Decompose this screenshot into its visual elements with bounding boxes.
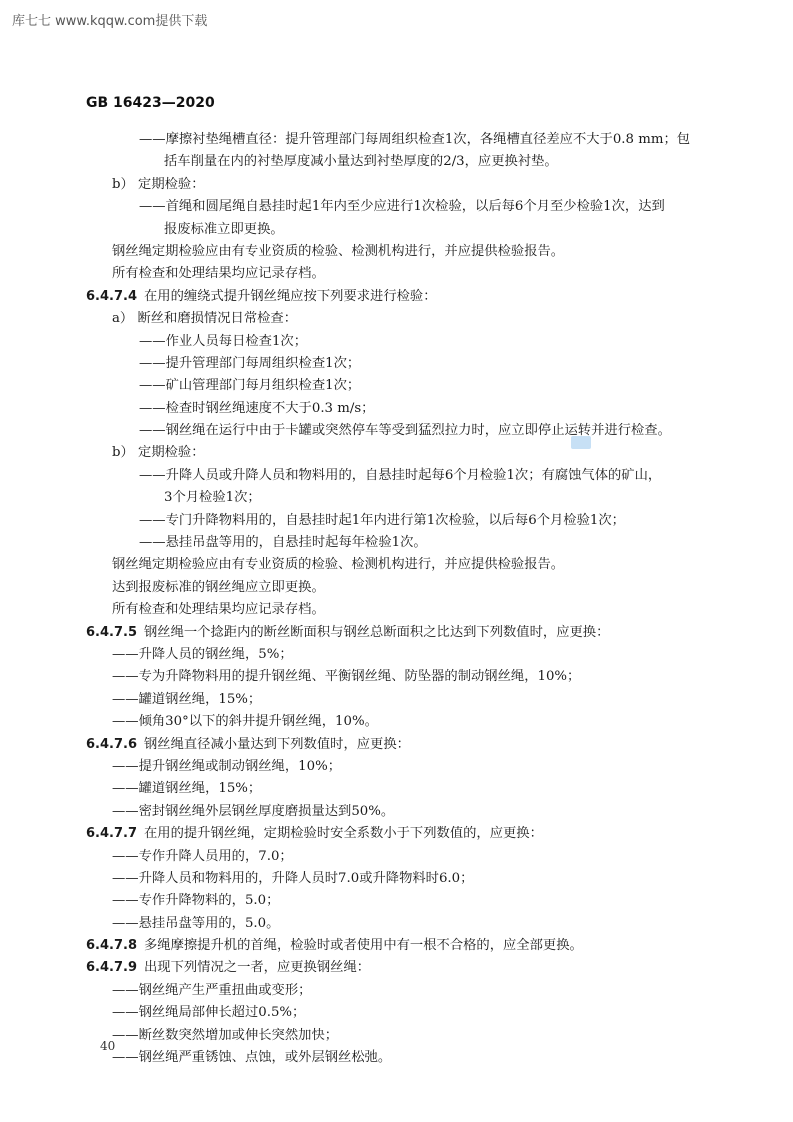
text-line xyxy=(0,442,793,464)
text-line xyxy=(0,331,793,353)
section-line xyxy=(0,935,793,957)
text-line xyxy=(0,174,793,196)
section-number: 6.4.7.5 xyxy=(86,624,137,640)
text-line xyxy=(0,151,793,173)
line-text: ——检查时钢丝绳速度不大于0.3 m/s； xyxy=(139,400,375,416)
line-text: 所有检查和处理结果均应记录存档。 xyxy=(112,602,325,618)
section-number: 6.4.7.7 xyxy=(86,826,137,842)
line-text: ——断丝数突然增加或伸长突然加快； xyxy=(112,1027,339,1043)
line-text: 钢丝绳定期检验应由有专业资质的检验、检测机构进行，并应提供检验报告。 xyxy=(112,243,565,259)
text-line xyxy=(0,353,793,375)
text-line xyxy=(0,219,793,241)
section-number: 6.4.7.8 xyxy=(86,938,137,954)
line-text: ——升降人员和物料用的，升降人员时7.0或升降物料时6.0； xyxy=(112,870,474,886)
text-line xyxy=(0,532,793,554)
line-text: ——倾角30°以下的斜井提升钢丝绳，10%。 xyxy=(112,714,378,730)
line-text: ——悬挂吊盘等用的，5.0。 xyxy=(112,915,280,931)
text-line xyxy=(0,666,793,688)
line-text: ——提升管理部门每周组织检查1次； xyxy=(139,355,361,371)
text-line xyxy=(0,577,793,599)
text-line xyxy=(0,599,793,621)
text-line xyxy=(0,1002,793,1024)
section-text: 多绳摩擦提升机的首绳，检验时或者使用中有一根不合格的，应全部更换。 xyxy=(144,938,583,954)
section-line xyxy=(0,957,793,979)
section-number: 6.4.7.4 xyxy=(86,288,137,304)
text-line xyxy=(0,196,793,218)
line-text: ——专为升降物料用的提升钢丝绳、平衡钢丝绳、防坠器的制动钢丝绳，10%； xyxy=(112,669,581,685)
text-line xyxy=(0,890,793,912)
text-line xyxy=(0,801,793,823)
line-text: 括车削量在内的衬垫厚度减小量达到衬垫厚度的2/3，应更换衬垫。 xyxy=(164,154,558,170)
standard-header: GB 16423—2020 xyxy=(86,95,215,111)
section-text: 钢丝绳一个捻距内的断丝断面积与钢丝总断面积之比达到下列数值时，应更换： xyxy=(144,624,610,640)
section-text: 出现下列情况之一者，应更换钢丝绳： xyxy=(144,960,371,976)
text-line xyxy=(0,980,793,1002)
text-line xyxy=(0,241,793,263)
text-line xyxy=(0,846,793,868)
text-line xyxy=(0,375,793,397)
section-number: 6.4.7.6 xyxy=(86,736,137,752)
page-number: 40 xyxy=(100,1039,116,1053)
line-text: 所有检查和处理结果均应记录存档。 xyxy=(112,266,325,282)
line-text: ——矿山管理部门每月组织检查1次； xyxy=(139,378,361,394)
line-text: ——罐道钢丝绳，15%； xyxy=(112,781,262,797)
text-line xyxy=(0,644,793,666)
text-line xyxy=(0,756,793,778)
line-text: ——作业人员每日检查1次； xyxy=(139,333,308,349)
section-text: 钢丝绳直径减小量达到下列数值时，应更换： xyxy=(144,736,410,752)
line-text: b） 定期检验： xyxy=(112,445,205,461)
section-text: 在用的缠绕式提升钢丝绳应按下列要求进行检验： xyxy=(144,288,437,304)
text-line xyxy=(0,129,793,151)
line-text: ——悬挂吊盘等用的，自悬挂时起每年检验1次。 xyxy=(139,535,427,551)
line-text: ——专门升降物料用的，自悬挂时起1年内进行第1次检验，以后每6个月检验1次； xyxy=(139,512,625,528)
line-text: 报废标准立即更换。 xyxy=(164,221,284,237)
text-line xyxy=(0,689,793,711)
document-body xyxy=(0,129,793,1069)
text-line xyxy=(0,308,793,330)
line-text: b） 定期检验： xyxy=(112,176,205,192)
text-line xyxy=(0,510,793,532)
section-line xyxy=(0,823,793,845)
text-line xyxy=(0,1047,793,1069)
text-line xyxy=(0,487,793,509)
section-line xyxy=(0,734,793,756)
line-text: ——专作升降物料的，5.0； xyxy=(112,893,280,909)
line-text: a） 断丝和磨损情况日常检查： xyxy=(112,311,298,327)
line-text: ——钢丝绳在运行中由于卡罐或突然停车等受到猛烈拉力时，应立即停止运转并进行检查。 xyxy=(139,423,671,439)
line-text: ——钢丝绳严重锈蚀、点蚀，或外层钢丝松弛。 xyxy=(112,1050,392,1066)
text-line xyxy=(0,554,793,576)
line-text: ——首绳和圆尾绳自悬挂时起1年内至少应进行1次检验，以后每6个月至少检验1次，达到 xyxy=(139,199,665,215)
line-text: ——钢丝绳局部伸长超过0.5%； xyxy=(112,1005,306,1021)
text-line xyxy=(0,778,793,800)
text-line xyxy=(0,263,793,285)
watermark-text: 库七七 www.kqqw.com提供下载 xyxy=(12,14,208,29)
text-line xyxy=(0,420,793,442)
section-text: 在用的提升钢丝绳，定期检验时安全系数小于下列数值的，应更换： xyxy=(144,826,543,842)
text-line xyxy=(0,398,793,420)
line-text: ——升降人员或升降人员和物料用的，自悬挂时起每6个月检验1次；有腐蚀气体的矿山， xyxy=(139,467,662,483)
line-text: 钢丝绳定期检验应由有专业资质的检验、检测机构进行，并应提供检验报告。 xyxy=(112,557,565,573)
line-text: ——升降人员的钢丝绳，5%； xyxy=(112,646,293,662)
text-line xyxy=(0,913,793,935)
line-text: ——罐道钢丝绳，15%； xyxy=(112,691,262,707)
line-text: ——提升钢丝绳或制动钢丝绳，10%； xyxy=(112,758,342,774)
line-text: 达到报废标准的钢丝绳应立即更换。 xyxy=(112,579,325,595)
section-number: 6.4.7.9 xyxy=(86,960,137,976)
line-text: ——专作升降人员用的，7.0； xyxy=(112,848,293,864)
section-line xyxy=(0,286,793,308)
section-line xyxy=(0,622,793,644)
text-line xyxy=(0,465,793,487)
line-text: 3个月检验1次； xyxy=(164,490,261,506)
line-text: ——摩擦衬垫绳槽直径：提升管理部门每周组织检查1次，各绳槽直径差应不大于0.8 mm；包 xyxy=(139,132,691,147)
line-text: ——钢丝绳产生严重扭曲或变形； xyxy=(112,982,312,998)
text-line xyxy=(0,868,793,890)
text-line xyxy=(0,711,793,733)
text-line xyxy=(0,1025,793,1047)
line-text: ——密封钢丝绳外层钢丝厚度磨损量达到50%。 xyxy=(112,803,395,819)
